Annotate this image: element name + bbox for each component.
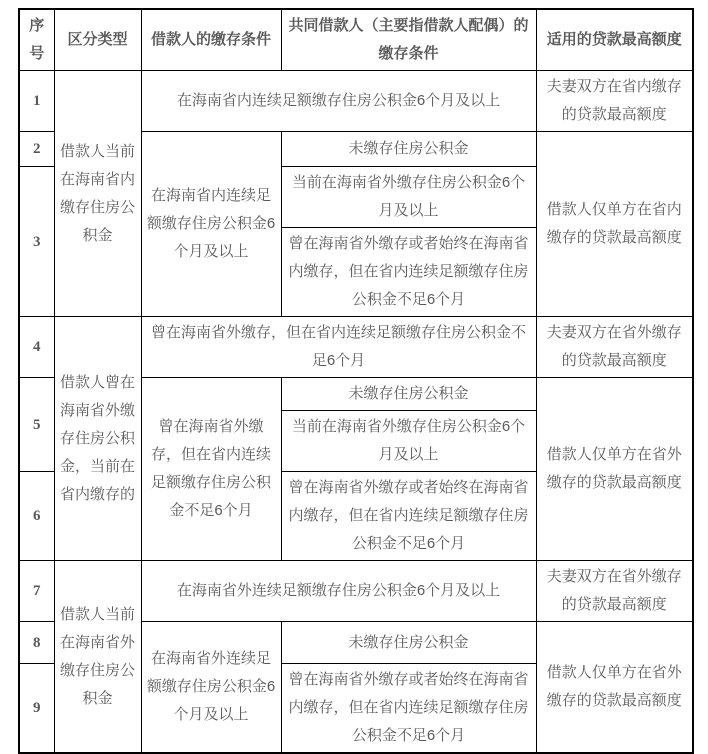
loan-quota-table bbox=[18, 8, 694, 754]
row8-num: 8 bbox=[19, 622, 54, 664]
row4-num: 4 bbox=[19, 317, 54, 378]
row1-merged-condition: 在海南省内连续足额缴存住房公积金6个月及以上 bbox=[141, 71, 536, 132]
row3-co-condition-b: 曾在海南省外缴存或者始终在海南省内缴存，但在省内连续足额缴存住房公积金不足6个月 bbox=[281, 228, 536, 317]
row6-co-condition: 曾在海南省外缴存或者始终在海南省内缴存，但在省内连续足额缴存住房公积金不足6个月 bbox=[281, 472, 536, 561]
row5-num: 5 bbox=[19, 378, 54, 472]
row5-co-condition-a: 未缴存住房公积金 bbox=[281, 378, 536, 411]
row9-co-condition: 曾在海南省外缴存或者始终在海南省内缴存，但在省内连续足额缴存住房公积金不足6个月 bbox=[281, 664, 536, 754]
borrower-condition-rows-2-3: 在海南省内连续足额缴存住房公积金6个月及以上 bbox=[141, 132, 281, 317]
header-max-quota: 适用的贷款最高额度 bbox=[536, 9, 693, 71]
row2-co-condition: 未缴存住房公积金 bbox=[281, 132, 536, 167]
row1-num: 1 bbox=[19, 71, 54, 132]
borrower-condition-rows-5-6: 曾在海南省外缴存，但在省内连续足额缴存住房公积金不足6个月 bbox=[141, 378, 281, 561]
row8-co-condition: 未缴存住房公积金 bbox=[281, 622, 536, 664]
header-co-borrower-condition: 共同借款人（主要指借款人配偶）的缴存条件 bbox=[281, 9, 536, 71]
row5-co-condition-b: 当前在海南省外缴存住房公积金6个月及以上 bbox=[281, 411, 536, 472]
row7-quota: 夫妻双方在省外缴存的贷款最高额度 bbox=[536, 561, 693, 622]
quota-rows-2-3: 借款人仅单方在省内缴存的贷款最高额度 bbox=[536, 132, 693, 317]
row1-quota: 夫妻双方在省内缴存的贷款最高额度 bbox=[536, 71, 693, 132]
quota-rows-5-6: 借款人仅单方在省外缴存的贷款最高额度 bbox=[536, 378, 693, 561]
category-rows-7-9: 借款人当前在海南省外缴存住房公积金 bbox=[54, 561, 141, 754]
row7-num: 7 bbox=[19, 561, 54, 622]
category-rows-1-3: 借款人当前在海南省内缴存住房公积金 bbox=[54, 71, 141, 317]
row7-merged-condition: 在海南省外连续足额缴存住房公积金6个月及以上 bbox=[141, 561, 536, 622]
quota-rows-8-9: 借款人仅单方在省外缴存的贷款最高额度 bbox=[536, 622, 693, 754]
row4-quota: 夫妻双方在省外缴存的贷款最高额度 bbox=[536, 317, 693, 378]
table-header-row bbox=[19, 9, 693, 71]
row6-num: 6 bbox=[19, 472, 54, 561]
row9-num: 9 bbox=[19, 664, 54, 754]
borrower-condition-rows-8-9: 在海南省外连续足额缴存住房公积金6个月及以上 bbox=[141, 622, 281, 754]
header-seq: 序号 bbox=[19, 9, 54, 71]
table-row bbox=[19, 71, 693, 132]
row2-num: 2 bbox=[19, 132, 54, 167]
row3-num: 3 bbox=[19, 167, 54, 317]
header-borrower-condition: 借款人的缴存条件 bbox=[141, 9, 281, 71]
table-row bbox=[19, 561, 693, 622]
table-row bbox=[19, 317, 693, 378]
category-rows-4-6: 借款人曾在海南省外缴存住房公积金，当前在省内缴存的 bbox=[54, 317, 141, 561]
header-category: 区分类型 bbox=[54, 9, 141, 71]
row4-merged-condition: 曾在海南省外缴存，但在省内连续足额缴存住房公积金不足6个月 bbox=[141, 317, 536, 378]
row3-co-condition-a: 当前在海南省外缴存住房公积金6个月及以上 bbox=[281, 167, 536, 228]
